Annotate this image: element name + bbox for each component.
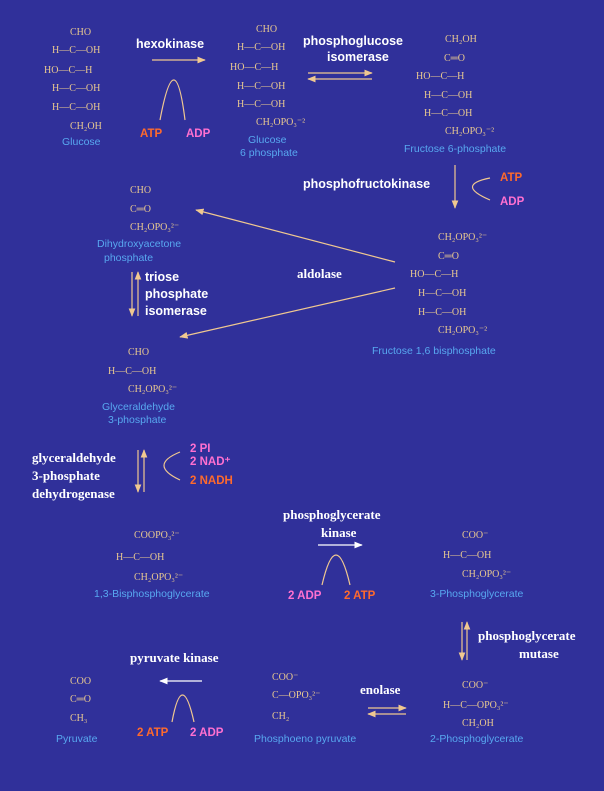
structure-text: C—OPO₃²⁻ [272, 690, 321, 701]
gapdh-label-1: glyceraldehyde [32, 450, 116, 465]
2-phosphoglycerate-structure [430, 680, 524, 745]
structure-text: H—C—OH [418, 307, 467, 318]
gapdh-cofactor-curve [164, 452, 180, 480]
structure-text: COOPO₃²⁻ [134, 530, 180, 541]
pyruvate-caption: Pyruvate [56, 733, 98, 745]
structure-text: COO⁻ [462, 680, 489, 691]
3-phosphoglycerate-structure [430, 530, 524, 600]
gapdh-label-3: dehydrogenase [32, 486, 115, 501]
pk-atp: 2 ATP [137, 727, 169, 739]
structure-text: CH₂OH [462, 718, 494, 729]
gapdh-nad: 2 NAD⁺ [190, 456, 231, 468]
structure-text: H—C—OH [108, 366, 157, 377]
structure-text: Glucose [248, 134, 287, 146]
structure-text: 3-phosphate [108, 414, 167, 426]
structure-text: H—C—OH [52, 83, 101, 94]
dhap-structure [97, 185, 181, 264]
structure-text: CH₂OPO₃²⁻ [130, 222, 180, 233]
phosphoenolpyruvate-caption: Phosphoeno pyruvate [254, 733, 357, 745]
pfk-label: phosphofructokinase [303, 177, 431, 191]
pk-adp: 2 ADP [190, 727, 224, 739]
structure-text: HO—C—H [230, 62, 279, 73]
gapdh-pi: 2 PI [190, 443, 211, 455]
structure-text: H—C—OH [237, 99, 286, 110]
structure-text: CHO [128, 347, 150, 358]
enolase-label: enolase [360, 682, 401, 697]
structure-text: H—C—OH [237, 81, 286, 92]
structure-text: CH₂OPO₃²⁻ [134, 572, 184, 583]
structure-text: CHO [70, 27, 92, 38]
glucose-structure [44, 27, 102, 148]
structure-text: CHO [130, 185, 152, 196]
phosphoenolpyruvate-structure [254, 672, 356, 745]
structure-text: H—C—OH [443, 550, 492, 561]
structure-text: CH₂OH [70, 121, 102, 132]
structure-text: CH₂OPO₃⁻² [438, 325, 488, 336]
aldolase-arrow-dhap [196, 210, 395, 262]
2-phosphoglycerate-caption: 2-Phosphoglycerate [430, 733, 524, 745]
structure-text: C═O [438, 251, 459, 262]
pgk-atp: 2 ATP [344, 590, 376, 602]
structure-text: C═O [130, 204, 151, 215]
glyceraldehyde-3-phosphate-structure [102, 347, 177, 426]
structure-text: CH₃ [70, 713, 88, 724]
structure-text: H—C—OH [52, 102, 101, 113]
structure-text: H—C—OH [237, 42, 286, 53]
pfk-atp: ATP [500, 172, 523, 184]
3-phosphoglycerate-caption: 3-Phosphoglycerate [430, 588, 524, 600]
structure-text: CH₂OH [445, 34, 477, 45]
fructose-1-6-bisphosphate-structure [372, 232, 496, 357]
structure-text: CH₂OPO₃²⁻ [128, 384, 178, 395]
structure-text: CH₂OPO₃²⁻ [462, 569, 512, 580]
structure-text: COO [70, 676, 92, 687]
tpi-label-1: triose [145, 270, 180, 284]
structure-text: H—C—OH [424, 90, 473, 101]
structure-text: CH₂OPO₃²⁻ [438, 232, 488, 243]
gapdh-label-2: 3-phosphate [32, 468, 100, 483]
pgi-label-1: phosphoglucose [303, 34, 403, 48]
tpi-label-3: isomerase [145, 304, 207, 318]
structure-text: H—C—OH [418, 288, 467, 299]
structure-text: C═O [444, 53, 465, 64]
hexokinase-adp: ADP [186, 128, 211, 140]
structure-text: CH₂OPO₃⁻² [445, 126, 495, 137]
pfk-cofactor-curve [473, 178, 491, 200]
pk-label: pyruvate kinase [130, 650, 219, 665]
glucose-6-phosphate-structure [230, 24, 305, 159]
aldolase-label: aldolase [297, 266, 342, 281]
structure-text: COO⁻ [272, 672, 299, 683]
structure-text: C═O [70, 694, 91, 705]
pgk-label-1: phosphoglycerate [283, 507, 381, 522]
structure-text: CH₂ [272, 711, 290, 722]
pgk-adp: 2 ADP [288, 590, 322, 602]
structure-text: HO—C—H [410, 269, 459, 280]
structure-text: HO—C—H [416, 71, 465, 82]
structure-text: H—C—OH [52, 45, 101, 56]
pgm-label-1: phosphoglycerate [478, 628, 576, 643]
structure-text: H—C—OH [116, 552, 165, 563]
hexokinase-label: hexokinase [136, 37, 205, 51]
pfk-adp: ADP [500, 196, 525, 208]
fructose-1-6-bisphosphate-caption: Fructose 1,6 bisphosphate [372, 345, 496, 357]
hexokinase-cofactor-curve [160, 80, 185, 120]
gapdh-nadh: 2 NADH [190, 475, 233, 487]
structure-text: phosphate [104, 252, 154, 264]
fructose-6-phosphate-caption: Fructose 6-phosphate [404, 143, 507, 155]
bisphosphoglycerate-caption: 1,3-Bisphosphoglycerate [94, 588, 210, 600]
structure-text: H—C—OPO₃²⁻ [443, 700, 509, 711]
pk-cofactor-curve [172, 695, 194, 722]
pyruvate-structure [56, 676, 98, 745]
glucose-caption: Glucose [62, 136, 101, 148]
structure-text: Dihydroxyacetone [97, 238, 182, 250]
structure-text: Glyceraldehyde [102, 401, 175, 413]
structure-text: COO⁻ [462, 530, 489, 541]
bisphosphoglycerate-structure [94, 530, 210, 600]
hexokinase-atp: ATP [140, 128, 163, 140]
tpi-label-2: phosphate [145, 287, 209, 301]
pgi-label-2: isomerase [327, 50, 389, 64]
pgm-label-2: mutase [519, 646, 559, 661]
fructose-6-phosphate-structure [404, 34, 506, 155]
structure-text: 6 phosphate [240, 147, 298, 159]
structure-text: CH₂OPO₃⁻² [256, 117, 306, 128]
structure-text: HO—C—H [44, 65, 93, 76]
aldolase-arrow-g3p [180, 288, 395, 337]
structure-text: CHO [256, 24, 278, 35]
pgk-label-2: kinase [321, 525, 357, 540]
structure-text: H—C—OH [424, 108, 473, 119]
pgk-cofactor-curve [322, 555, 350, 585]
